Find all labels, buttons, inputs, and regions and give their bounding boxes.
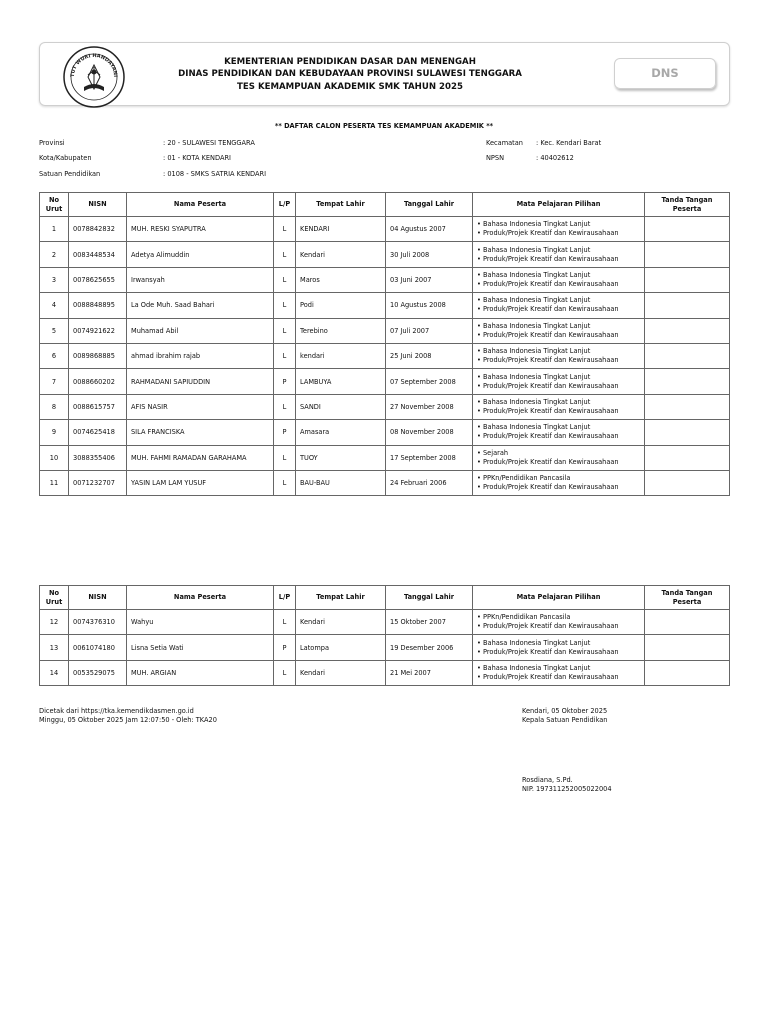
subject-item	[477, 622, 640, 631]
cell-mapel	[473, 610, 645, 635]
subject-item	[477, 664, 640, 673]
subject-item	[477, 458, 640, 467]
subject-item	[477, 347, 640, 356]
table-row	[40, 445, 730, 470]
cell-mapel	[473, 635, 645, 660]
cell-lp: L	[274, 660, 296, 685]
subject-item	[477, 305, 640, 314]
bullet-icon: •	[477, 647, 483, 656]
bullet-icon: •	[477, 296, 483, 305]
table-row	[40, 660, 730, 685]
col-header-tanggal: Tanggal Lahir	[386, 586, 473, 610]
cell-no: 8	[40, 394, 69, 419]
cell-no: 14	[40, 660, 69, 685]
bullet-icon: •	[477, 229, 483, 238]
subject-item	[477, 255, 640, 264]
table-row	[40, 635, 730, 660]
bullet-icon: •	[477, 457, 483, 466]
cell-nisn: 0071232707	[69, 470, 127, 495]
cell-lp: P	[274, 420, 296, 445]
subject-label: Produk/Projek Kreatif dan Kewirausahaan	[483, 229, 619, 238]
subject-item	[477, 246, 640, 255]
bullet-icon: •	[477, 432, 483, 441]
cell-nisn: 0074921622	[69, 318, 127, 343]
signer-title: Kepala Satuan Pendidikan	[522, 716, 608, 724]
subject-label: Produk/Projek Kreatif dan Kewirausahaan	[483, 457, 619, 466]
subject-label: Bahasa Indonesia Tingkat Lanjut	[483, 397, 591, 406]
bullet-icon: •	[477, 330, 483, 339]
cell-nama: La Ode Muh. Saad Bahari	[127, 293, 274, 318]
cell-signature	[645, 318, 730, 343]
cell-tanggal: 30 Juli 2008	[386, 242, 473, 267]
cell-no: 11	[40, 470, 69, 495]
cell-tanggal: 07 September 2008	[386, 369, 473, 394]
subject-label: Produk/Projek Kreatif dan Kewirausahaan	[483, 279, 619, 288]
signer-nip: NIP. 197311252005022004	[522, 785, 612, 793]
city-value: : 01 - KOTA KENDARI	[163, 154, 231, 162]
bullet-icon: •	[477, 372, 483, 381]
cell-no: 12	[40, 610, 69, 635]
document-title: ** DAFTAR CALON PESERTA TES KEMAMPUAN AKADEMIK **	[274, 122, 494, 130]
cell-tempat: Kendari	[296, 660, 386, 685]
bullet-icon: •	[477, 220, 483, 229]
cell-lp: L	[274, 267, 296, 292]
bullet-icon: •	[477, 381, 483, 390]
cell-lp: L	[274, 470, 296, 495]
subject-label: Bahasa Indonesia Tingkat Lanjut	[483, 347, 591, 356]
subject-label: Bahasa Indonesia Tingkat Lanjut	[483, 245, 591, 254]
cell-lp: L	[274, 610, 296, 635]
col-header-tempat: Tempat Lahir	[296, 586, 386, 610]
subject-label: PPKn/Pendidikan Pancasila	[483, 474, 571, 483]
col-header-nisn: NISN	[69, 193, 127, 217]
cell-nisn: 0089868885	[69, 343, 127, 368]
col-header-nama: Nama Peserta	[127, 193, 274, 217]
cell-mapel	[473, 343, 645, 368]
cell-tanggal: 04 Agustus 2007	[386, 217, 473, 242]
subject-label: Produk/Projek Kreatif dan Kewirausahaan	[483, 622, 619, 631]
col-header-nisn: NISN	[69, 586, 127, 610]
cell-nama: Muhamad Abil	[127, 318, 274, 343]
cell-tempat: LAMBUYA	[296, 369, 386, 394]
table-row	[40, 420, 730, 445]
cell-tempat: Terebino	[296, 318, 386, 343]
cell-mapel	[473, 293, 645, 318]
print-info	[39, 707, 217, 725]
table-row	[40, 293, 730, 318]
subject-label: Bahasa Indonesia Tingkat Lanjut	[483, 270, 591, 279]
cell-nisn: 0088660202	[69, 369, 127, 394]
bullet-icon: •	[477, 483, 483, 492]
cell-mapel	[473, 660, 645, 685]
printed-time: Minggu, 05 Oktober 2025 Jam 12:07:50 - Oleh: TKA20	[39, 716, 217, 724]
cell-tempat: BAU-BAU	[296, 470, 386, 495]
subject-label: Produk/Projek Kreatif dan Kewirausahaan	[483, 330, 619, 339]
subject-label: Produk/Projek Kreatif dan Kewirausahaan	[483, 483, 619, 492]
table-header-row	[40, 193, 730, 217]
col-header-tanggal: Tanggal Lahir	[386, 193, 473, 217]
subject-label: Bahasa Indonesia Tingkat Lanjut	[483, 296, 591, 305]
col-header-ttd: Tanda Tangan Peserta	[645, 193, 730, 217]
subject-item	[477, 639, 640, 648]
bullet-icon: •	[477, 406, 483, 415]
cell-lp: L	[274, 242, 296, 267]
cell-lp: L	[274, 394, 296, 419]
subject-label: Produk/Projek Kreatif dan Kewirausahaan	[483, 672, 619, 681]
subject-label: Bahasa Indonesia Tingkat Lanjut	[483, 372, 591, 381]
cell-nama: Adetya Alimuddin	[127, 242, 274, 267]
subject-item	[477, 673, 640, 682]
cell-no: 13	[40, 635, 69, 660]
cell-tempat: Maros	[296, 267, 386, 292]
subject-item	[477, 322, 640, 331]
bullet-icon: •	[477, 305, 483, 314]
cell-tanggal: 27 November 2008	[386, 394, 473, 419]
cell-lp: L	[274, 318, 296, 343]
cell-tanggal: 07 Juli 2007	[386, 318, 473, 343]
subject-label: Bahasa Indonesia Tingkat Lanjut	[483, 220, 591, 229]
cell-tanggal: 24 Februari 2006	[386, 470, 473, 495]
table-row	[40, 610, 730, 635]
table-body	[40, 217, 730, 496]
subject-item	[477, 449, 640, 458]
department-name: DINAS PENDIDIKAN DAN KEBUDAYAAN PROVINSI SULAWESI TENGGARA	[178, 69, 522, 80]
school-value: : 0108 - SMKS SATRIA KENDARI	[163, 170, 267, 178]
cell-nisn: 0088848895	[69, 293, 127, 318]
subject-item	[477, 373, 640, 382]
logo-motto: TUT WURI HANDAYANI	[69, 52, 119, 78]
subject-item	[477, 648, 640, 657]
subject-label: Bahasa Indonesia Tingkat Lanjut	[483, 638, 591, 647]
cell-no: 2	[40, 242, 69, 267]
subject-label: Bahasa Indonesia Tingkat Lanjut	[483, 321, 591, 330]
cell-tempat: Kendari	[296, 242, 386, 267]
cell-nama: RAHMADANI SAPIUDDIN	[127, 369, 274, 394]
tut-wuri-handayani-logo	[62, 45, 126, 109]
subject-label: Produk/Projek Kreatif dan Kewirausahaan	[483, 305, 619, 314]
table-row	[40, 369, 730, 394]
cell-tempat: SANDI	[296, 394, 386, 419]
cell-nisn: 0061074180	[69, 635, 127, 660]
subject-item	[477, 398, 640, 407]
npsn-value: : 40402612	[536, 154, 574, 162]
participant-table-continued	[39, 585, 730, 686]
cell-nama: Irwansyah	[127, 267, 274, 292]
cell-no: 5	[40, 318, 69, 343]
bullet-icon: •	[477, 474, 483, 483]
cell-nisn: 0078625655	[69, 267, 127, 292]
signer-block	[522, 776, 612, 794]
cell-mapel	[473, 445, 645, 470]
col-header-nama: Nama Peserta	[127, 586, 274, 610]
subject-item	[477, 432, 640, 441]
cell-no: 7	[40, 369, 69, 394]
cell-lp: P	[274, 635, 296, 660]
subject-item	[477, 220, 640, 229]
cell-nisn: 0053529075	[69, 660, 127, 685]
cell-tempat: Kendari	[296, 610, 386, 635]
bullet-icon: •	[477, 254, 483, 263]
cell-nama: Lisna Setia Wati	[127, 635, 274, 660]
subject-label: Produk/Projek Kreatif dan Kewirausahaan	[483, 432, 619, 441]
bullet-icon: •	[477, 245, 483, 254]
cell-tempat: TUOY	[296, 445, 386, 470]
cell-tanggal: 21 Mei 2007	[386, 660, 473, 685]
bullet-icon: •	[477, 622, 483, 631]
bullet-icon: •	[477, 613, 483, 622]
cell-lp: L	[274, 217, 296, 242]
bullet-icon: •	[477, 279, 483, 288]
cell-signature	[645, 267, 730, 292]
npsn-label: NPSN	[486, 154, 505, 162]
cell-mapel	[473, 242, 645, 267]
subject-label: PPKn/Pendidikan Pancasila	[483, 613, 571, 622]
bullet-icon: •	[477, 448, 483, 457]
table-row	[40, 242, 730, 267]
cell-signature	[645, 217, 730, 242]
cell-tempat: Amasara	[296, 420, 386, 445]
cell-nisn: 0078842832	[69, 217, 127, 242]
subject-item	[477, 280, 640, 289]
cell-nisn: 0083448534	[69, 242, 127, 267]
exam-name: TES KEMAMPUAN AKADEMIK SMK TAHUN 2025	[237, 81, 463, 92]
cell-no: 9	[40, 420, 69, 445]
signature-block	[522, 707, 608, 725]
cell-tanggal: 08 November 2008	[386, 420, 473, 445]
subject-item	[477, 423, 640, 432]
cell-nama: Wahyu	[127, 610, 274, 635]
district-label: Kecamatan	[486, 139, 523, 147]
col-header-lp: L/P	[274, 586, 296, 610]
col-header-no: No Urut	[40, 193, 69, 217]
table-row	[40, 217, 730, 242]
province-value: : 20 - SULAWESI TENGGARA	[163, 139, 255, 147]
subject-item	[477, 356, 640, 365]
ministry-name: KEMENTERIAN PENDIDIKAN DASAR DAN MENENGAH	[224, 57, 476, 67]
cell-no: 4	[40, 293, 69, 318]
bullet-icon: •	[477, 663, 483, 672]
cell-tanggal: 25 Juni 2008	[386, 343, 473, 368]
col-header-ttd: Tanda Tangan Peserta	[645, 586, 730, 610]
cell-lp: L	[274, 343, 296, 368]
agency-header	[150, 56, 550, 93]
cell-nisn: 0074625418	[69, 420, 127, 445]
col-header-mapel: Mata Pelajaran Pilihan	[473, 193, 645, 217]
cell-tanggal: 15 Oktober 2007	[386, 610, 473, 635]
cell-signature	[645, 635, 730, 660]
table-row	[40, 267, 730, 292]
place-date: Kendari, 05 Oktober 2025	[522, 707, 608, 715]
cell-nisn: 3088355406	[69, 445, 127, 470]
cell-nama: MUH. FAHMI RAMADAN GARAHAMA	[127, 445, 274, 470]
cell-mapel	[473, 369, 645, 394]
subject-label: Sejarah	[483, 448, 509, 457]
district-value: : Kec. Kendari Barat	[536, 139, 602, 147]
bullet-icon: •	[477, 672, 483, 681]
cell-no: 10	[40, 445, 69, 470]
subject-label: Produk/Projek Kreatif dan Kewirausahaan	[483, 356, 619, 365]
cell-signature	[645, 293, 730, 318]
dns-badge: DNS	[614, 58, 716, 89]
bullet-icon: •	[477, 397, 483, 406]
cell-no: 3	[40, 267, 69, 292]
cell-signature	[645, 660, 730, 685]
cell-nama: SILA FRANCISKA	[127, 420, 274, 445]
subject-item	[477, 382, 640, 391]
cell-nama: MUH. ARGIAN	[127, 660, 274, 685]
cell-tempat: KENDARI	[296, 217, 386, 242]
cell-signature	[645, 242, 730, 267]
cell-lp: L	[274, 293, 296, 318]
subject-item	[477, 229, 640, 238]
participant-table	[39, 192, 730, 496]
bullet-icon: •	[477, 638, 483, 647]
cell-nama: MUH. RESKI SYAPUTRA	[127, 217, 274, 242]
cell-nama: ahmad ibrahim rajab	[127, 343, 274, 368]
cell-tanggal: 19 Desember 2006	[386, 635, 473, 660]
city-label: Kota/Kabupaten	[39, 154, 92, 162]
printed-from: Dicetak dari https://tka.kemendikdasmen.go.id	[39, 707, 194, 715]
cell-signature	[645, 470, 730, 495]
bullet-icon: •	[477, 347, 483, 356]
cell-nisn: 0088615757	[69, 394, 127, 419]
table-row	[40, 343, 730, 368]
subject-item	[477, 483, 640, 492]
cell-no: 1	[40, 217, 69, 242]
cell-signature	[645, 394, 730, 419]
cell-mapel	[473, 267, 645, 292]
subject-label: Bahasa Indonesia Tingkat Lanjut	[483, 663, 591, 672]
cell-signature	[645, 610, 730, 635]
col-header-tempat: Tempat Lahir	[296, 193, 386, 217]
table-body	[40, 610, 730, 686]
school-label: Satuan Pendidikan	[39, 170, 101, 178]
cell-mapel	[473, 420, 645, 445]
subject-item	[477, 271, 640, 280]
subject-item	[477, 407, 640, 416]
province-label: Provinsi	[39, 139, 65, 147]
cell-tempat: Latompa	[296, 635, 386, 660]
cell-nisn: 0074376310	[69, 610, 127, 635]
cell-signature	[645, 445, 730, 470]
cell-tanggal: 17 September 2008	[386, 445, 473, 470]
cell-mapel	[473, 470, 645, 495]
bullet-icon: •	[477, 356, 483, 365]
subject-item	[477, 474, 640, 483]
subject-item	[477, 331, 640, 340]
cell-tempat: Podi	[296, 293, 386, 318]
cell-lp: L	[274, 445, 296, 470]
col-header-no: No Urut	[40, 586, 69, 610]
col-header-mapel: Mata Pelajaran Pilihan	[473, 586, 645, 610]
table-row	[40, 470, 730, 495]
cell-lp: P	[274, 369, 296, 394]
subject-label: Bahasa Indonesia Tingkat Lanjut	[483, 423, 591, 432]
subject-item	[477, 296, 640, 305]
cell-mapel	[473, 318, 645, 343]
table-row	[40, 318, 730, 343]
subject-item	[477, 613, 640, 622]
table-row	[40, 394, 730, 419]
cell-tanggal: 10 Agustus 2008	[386, 293, 473, 318]
bullet-icon: •	[477, 270, 483, 279]
subject-label: Produk/Projek Kreatif dan Kewirausahaan	[483, 406, 619, 415]
cell-no: 6	[40, 343, 69, 368]
bullet-icon: •	[477, 321, 483, 330]
cell-mapel	[473, 394, 645, 419]
cell-nama: YASIN LAM LAM YUSUF	[127, 470, 274, 495]
subject-label: Produk/Projek Kreatif dan Kewirausahaan	[483, 254, 619, 263]
cell-nama: AFIS NASIR	[127, 394, 274, 419]
table-header-row	[40, 586, 730, 610]
subject-label: Produk/Projek Kreatif dan Kewirausahaan	[483, 381, 619, 390]
cell-signature	[645, 343, 730, 368]
cell-signature	[645, 369, 730, 394]
subject-label: Produk/Projek Kreatif dan Kewirausahaan	[483, 647, 619, 656]
cell-tanggal: 03 Juni 2007	[386, 267, 473, 292]
signer-name: Rosdiana, S.Pd.	[522, 776, 573, 784]
cell-tempat: kendari	[296, 343, 386, 368]
cell-signature	[645, 420, 730, 445]
cell-mapel	[473, 217, 645, 242]
col-header-lp: L/P	[274, 193, 296, 217]
bullet-icon: •	[477, 423, 483, 432]
